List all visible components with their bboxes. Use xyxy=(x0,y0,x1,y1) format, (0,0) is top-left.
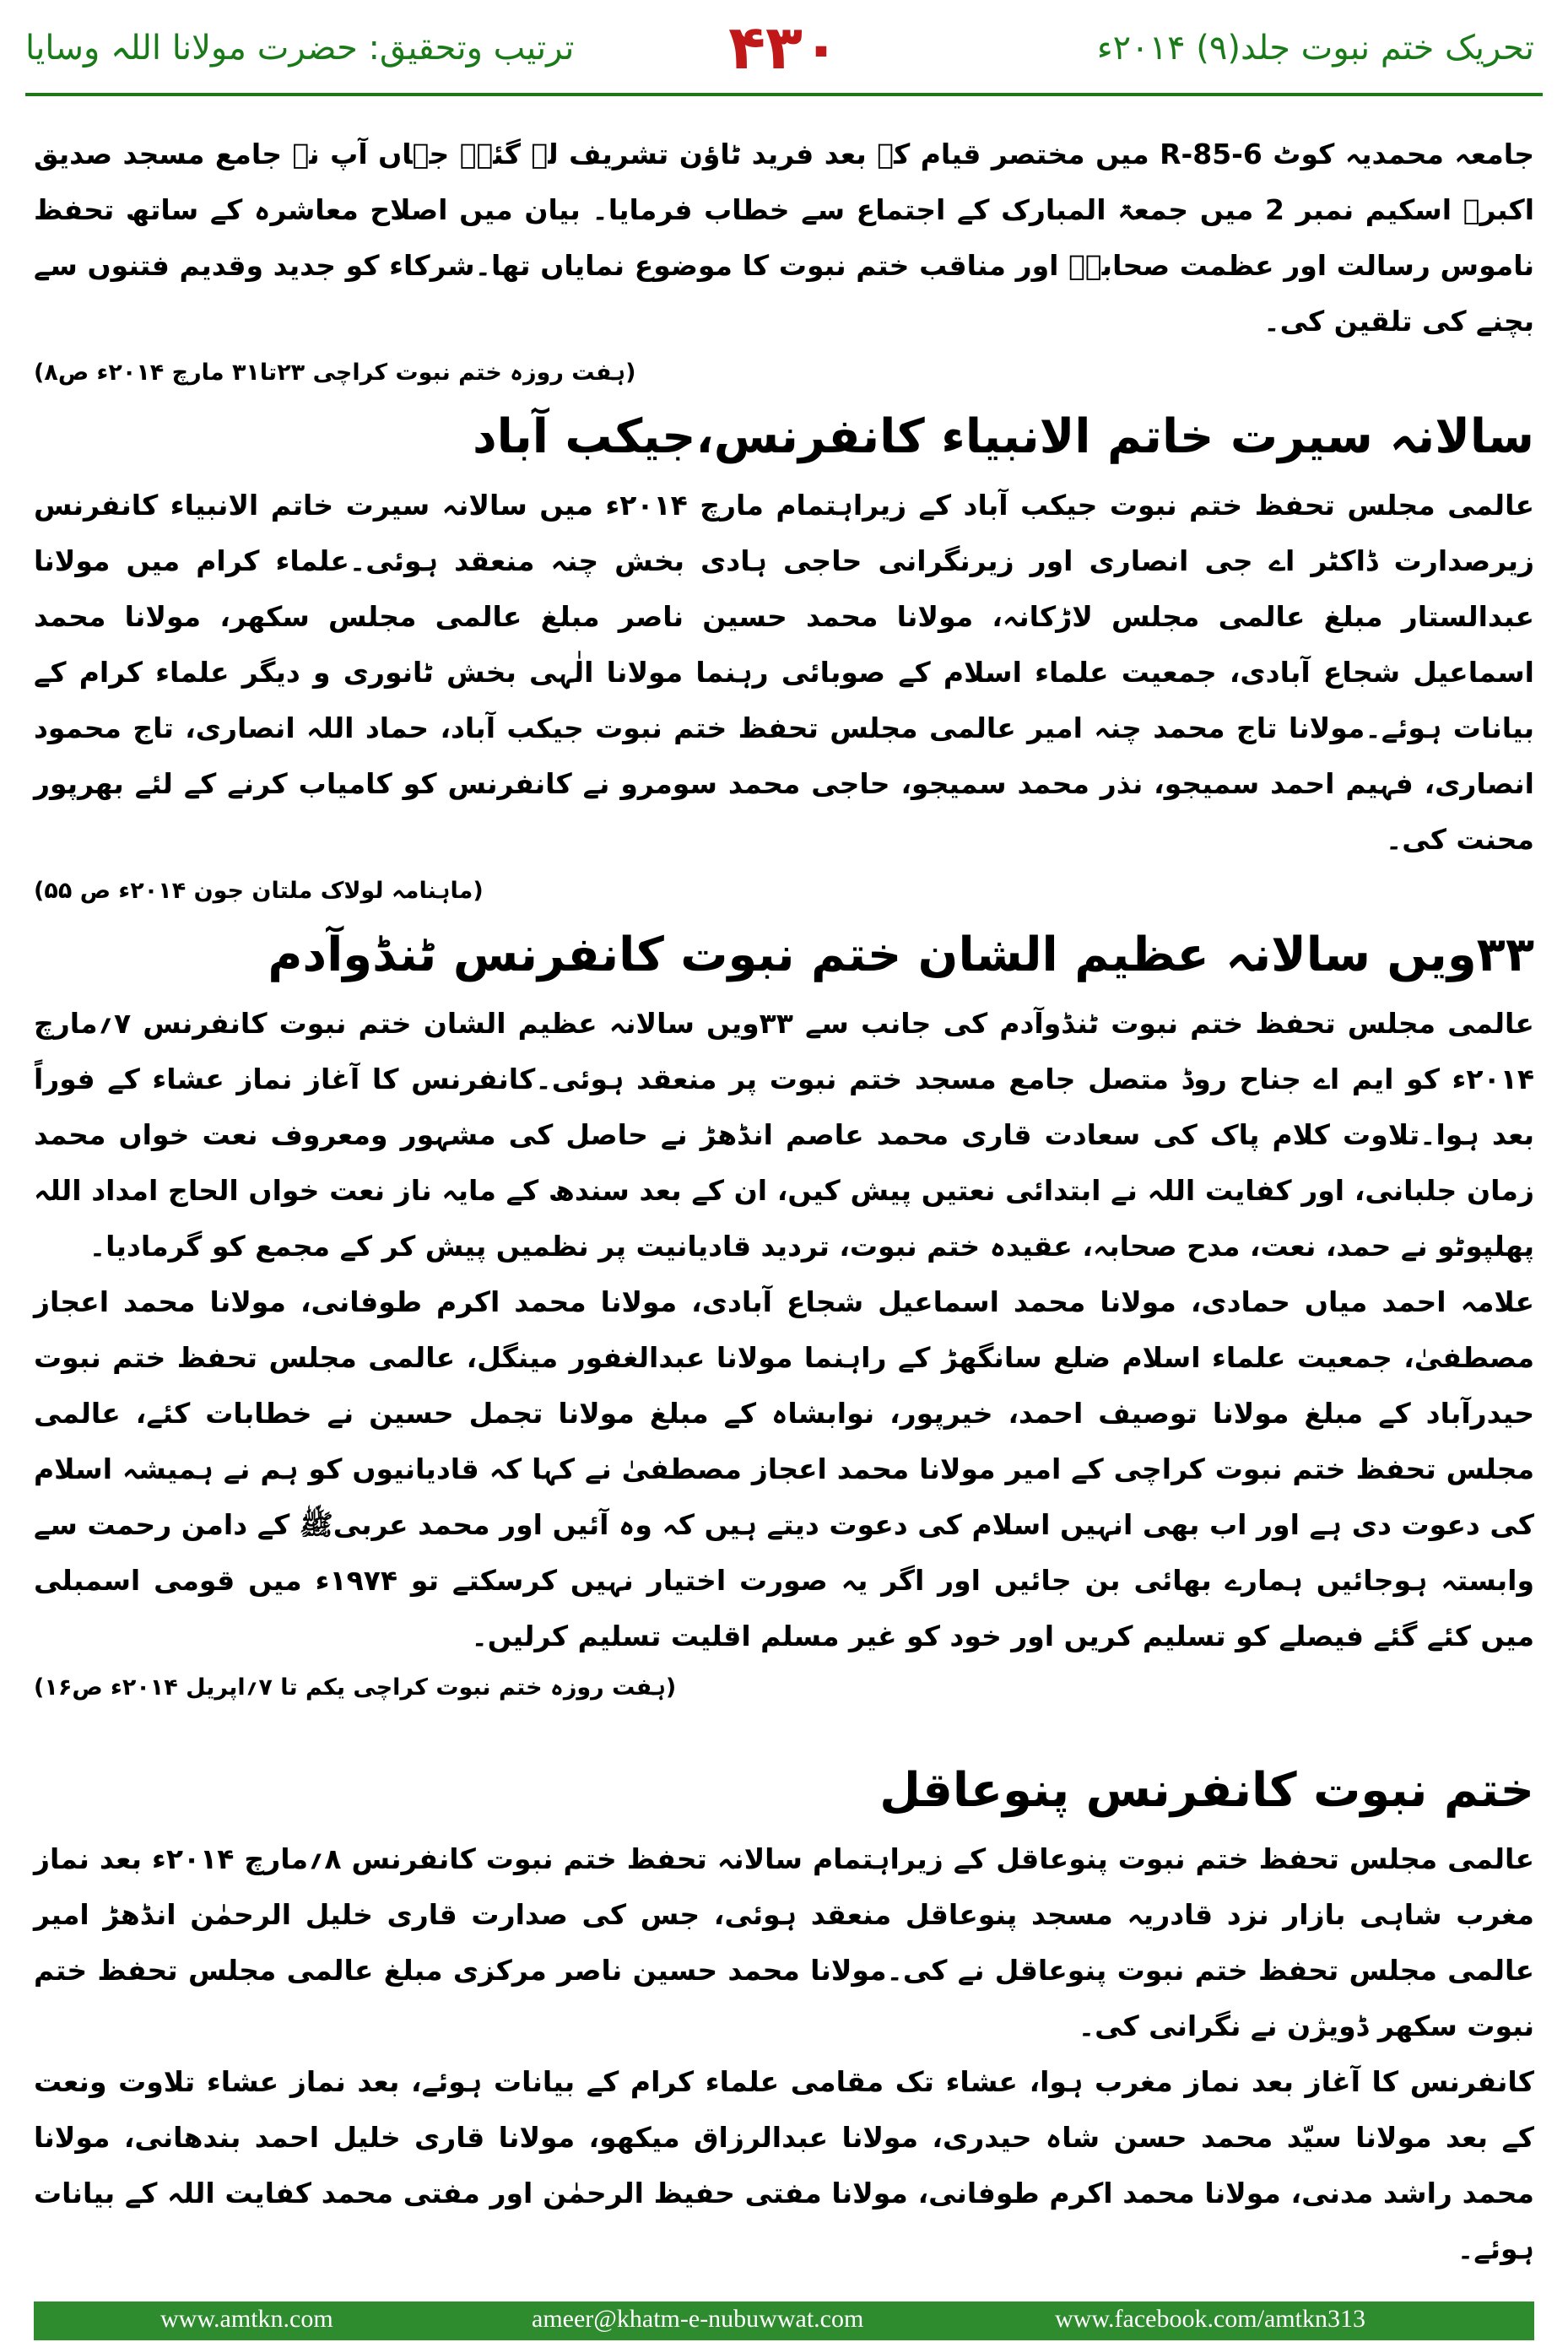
page-footer xyxy=(0,2283,1568,2342)
page-header xyxy=(0,0,1568,101)
citation: (ہفت روزہ ختم نبوت کراچی ۲۳تا۳۱ مارچ ۲۰۱۴ء ص۸) xyxy=(34,360,636,386)
section-jacobabad xyxy=(34,397,1534,915)
section-heading: سالانہ سیرت خاتم الانبیاء کانفرنس،جیکب آباد xyxy=(472,409,1534,464)
citation: (ہفت روزہ ختم نبوت کراچی یکم تا ۷؍اپریل ۲۰۱۴ء ص۱۶) xyxy=(34,1674,677,1701)
section-pano-aqil xyxy=(34,1750,1534,2277)
paragraph: عالمی مجلس تحفظ ختم نبوت جیکب آباد کے زیراہتمام مارچ ۲۰۱۴ء میں سالانہ سیرت خاتم الانبیاء کانفرنس زیرصدارت ڈاکٹر اے جی انصاری اور زیرنگرانی حاجی ہادی بخش چنہ منعقد ہوئی۔علماء کرام میں مولانا عبدالستار مبلغ عالمی مجلس لاڑکانہ، مولانا محمد حسین ناصر مبلغ عالمی مجلس سکھر، مولانا محمد اسماعیل شجاع آبادی، جمعیت علماء اسلام کے صوبائی رہنما مولانا الٰہی بخش ٹانوری و دیگر علماء کرام کے بیانات ہوئے۔مولانا تاج محمد چنہ امیر عالمی مجلس تحفظ ختم نبوت جیکب آباد، حماد اللہ انصاری، تاج محمود انصاری، فہیم احمد سمیجو، نذر محمد سمیجو، حاجی محمد سومرو نے کانفرنس کو کامیاب کرنے کے لئے بھرپور محنت کی۔ xyxy=(34,489,1535,856)
citation: (ماہنامہ لولاک ملتان جون ۲۰۱۴ء ص ۵۵) xyxy=(34,878,484,904)
section-tando-adam xyxy=(34,915,1534,1712)
section-heading: ۳۳ویں سالانہ عظیم الشان ختم نبوت کانفرنس ٹنڈوآدم xyxy=(268,928,1534,982)
page-number: ۴۳۰ xyxy=(728,12,840,83)
section-faridtown xyxy=(34,127,1534,397)
paragraph: علامہ احمد میاں حمادی، مولانا محمد اسماعیل شجاع آبادی، مولانا محمد اکرم طوفانی، مولانا محمد اعجاز مصطفیٰ، جمعیت علماء اسلام ضلع سانگھڑ کے راہنما مولانا عبدالغفور مینگل، عالمی مجلس تحفظ ختم نبوت حیدرآباد کے مبلغ مولانا توصیف احمد، خیرپور، نوابشاہ کے مبلغ مولانا تجمل حسین نے خطابات کئے، عالمی مجلس تحفظ ختم نبوت کراچی کے امیر مولانا محمد اعجاز مصطفیٰ نے کہا کہ قادیانیوں کو ہم نے ہمیشہ اسلام کی دعوت دی ہے اور اب بھی انہیں اسلام کی دعوت دیتے ہیں کہ وہ آئیں اور محمد عربیﷺ کے دامن رحمت سے وابستہ ہوجائیں ہمارے بھائی بن جائیں اور اگر یہ صورت اختیار نہیں کرسکتے تو ۱۹۷۴ء میں قومی اسمبلی میں کئے گئے فیصلے کو تسلیم کریں اور خود کو غیر مسلم اقلیت تسلیم کرلیں۔ xyxy=(34,1285,1534,1652)
paragraph: عالمی مجلس تحفظ ختم نبوت ٹنڈوآدم کی جانب سے ۳۳ویں سالانہ عظیم الشان ختم نبوت کانفرنس ۷؍مارچ ۲۰۱۴ء کو ایم اے جناح روڈ متصل جامع مسجد ختم نبوت پر منعقد ہوئی۔کانفرنس کا آغاز نماز عشاء کے فوراً بعد ہوا۔تلاوت کلام پاک کی سعادت قاری محمد عاصم انڈھڑ نے حاصل کی مشہور ومعروف نعت خواں محمد زمان جلبانی، اور کفایت اللہ نے ابتدائی نعتیں پیش کیں، ان کے بعد سندھ کے مایہ ناز نعت خواں الحاج امداد اللہ پھلپوٹو نے حمد، نعت، مدح صحابہ، عقیدہ ختم نبوت، تردید قادیانیت پر نظمیں پیش کر کے مجمع کو گرمادیا۔ xyxy=(34,1007,1534,1263)
website-link[interactable]: www.amtkn.com xyxy=(160,2305,333,2333)
header-divider xyxy=(25,93,1543,96)
book-title: تحریک ختم نبوت جلد(۹) ۲۰۱۴ء xyxy=(1096,29,1534,68)
paragraph: جامعہ محمدیہ کوٹ 6-R-85 میں مختصر قیام کے بعد فرید ٹاؤن تشریف لے گئے۔ جہاں آپ نے جامع مسجد صدیق اکبرؓ اسکیم نمبر 2 میں جمعۃ المبارک کے اجتماع سے خطاب فرمایا۔ بیان میں اصلاح معاشرہ کے ساتھ تحفظ ناموس رسالت اور عظمت صحابہؓ اور مناقب ختم نبوت کا موضوع نمایاں تھا۔شرکاء کو جدید وقدیم فتنوں سے بچنے کی تلقین کی۔ xyxy=(34,138,1535,338)
paragraph: عالمی مجلس تحفظ ختم نبوت پنوعاقل کے زیراہتمام سالانہ تحفظ ختم نبوت کانفرنس ۸؍مارچ ۲۰۱۴ء بعد نماز مغرب شاہی بازار نزد قادریہ مسجد پنوعاقل منعقد ہوئی، جس کی صدارت قاری خلیل الرحمٰن انڈھڑ امیر عالمی مجلس تحفظ ختم نبوت پنوعاقل نے کی۔مولانا محمد حسین ناصر مرکزی مبلغ عالمی مجلس تحفظ ختم نبوت سکھر ڈویژن نے نگرانی کی۔ xyxy=(34,1842,1534,2042)
paragraph: کانفرنس کا آغاز بعد نماز مغرب ہوا، عشاء تک مقامی علماء کرام کے بیانات ہوئے، بعد نماز عشاء تلاوت ونعت کے بعد مولانا سیّد محمد حسن شاہ حیدری، مولانا عبدالرزاق میکھو، مولانا قاری خلیل احمد بندھانی، مولانا محمد راشد مدنی، مولانا محمد اکرم طوفانی، مولانا مفتی حفیظ الرحمٰن اور مفتی محمد کفایت اللہ کے بیانات ہوئے۔ xyxy=(34,2065,1534,2265)
email-link[interactable]: ameer@khatm-e-nubuwwat.com xyxy=(532,2305,864,2333)
facebook-link[interactable]: www.facebook.com/amtkn313 xyxy=(1055,2305,1365,2333)
compiler-credit: ترتیب وتحقیق: حضرت مولانا اللہ وسایا xyxy=(25,29,575,68)
page-content xyxy=(34,127,1535,2265)
section-heading: ختم نبوت کانفرنس پنوعاقل xyxy=(879,1763,1534,1818)
